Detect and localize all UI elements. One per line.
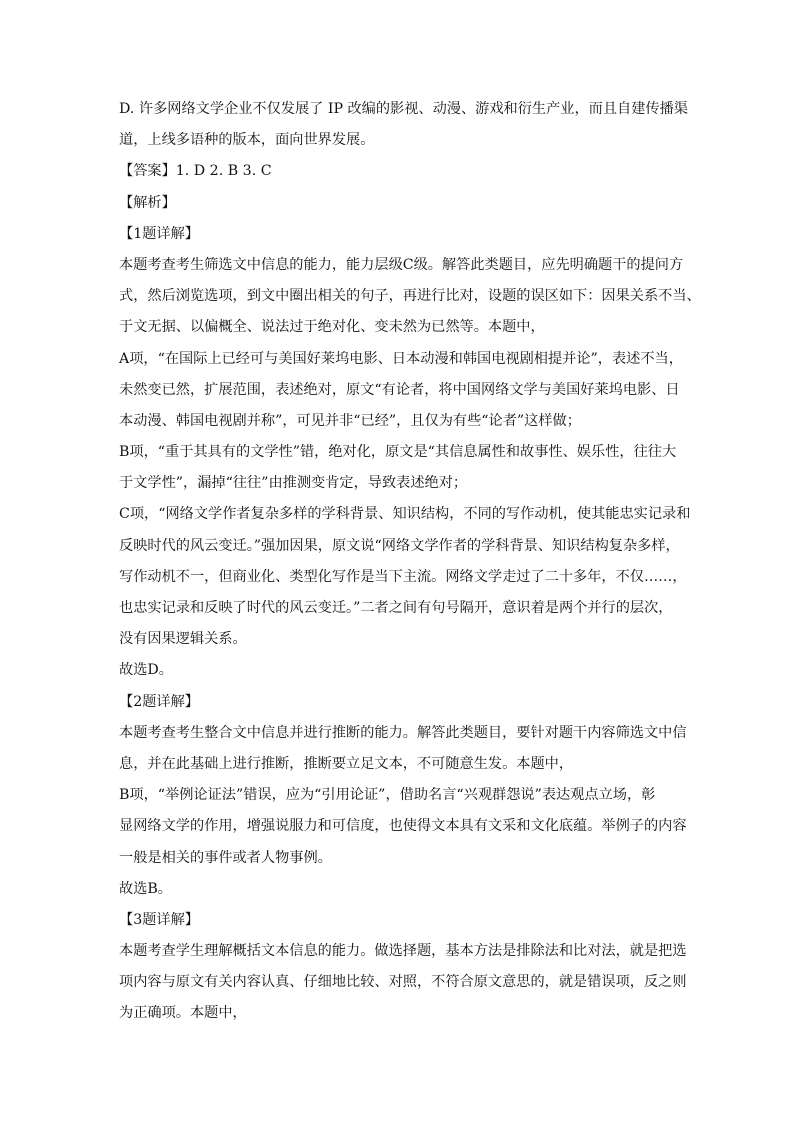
q1-option-b-line: 于文学性”，漏掉“往往”由推测变肯定，导致表述绝对；	[119, 475, 468, 492]
q1-heading: 【1题详解】	[119, 225, 199, 242]
q2-paragraph-line: 本题考查考生整合文中信息并进行推断的能力。解答此类题目，要针对题干内容筛选文中信	[119, 724, 687, 741]
q1-option-a-line: A项，“在国际上已经可与美国好莱坞电影、日本动漫和韩国电视剧相提并论”，表述不当，	[119, 350, 683, 367]
q2-option-b-line: 显网络文学的作用，增强说服力和可信度，也使得文本具有文采和文化底蕴。举例子的内容	[119, 818, 687, 835]
q3-paragraph-line: 项内容与原文有关内容认真、仔细地比较、对照，不符合原文意思的，就是错误项，反之则	[119, 974, 687, 991]
q1-conclusion: 故选D。	[119, 662, 173, 679]
q1-paragraph-line: 于文无据、以偏概全、说法过于绝对化、变未然为已然等。本题中，	[119, 319, 545, 336]
answer-line: 【答案】1. D 2. B 3. C	[119, 163, 272, 180]
document-page	[119, 94, 701, 1030]
q1-option-c-line: C项，“网络文学作者复杂多样的学科背景、知识结构，不同的写作动机，使其能忠实记录和	[119, 506, 691, 523]
q2-paragraph-line: 息，并在此基础上进行推断，推断要立足文本，不可随意生发。本题中，	[119, 755, 574, 772]
option-d-line-2: 道，上线多语种的版本，面向世界发展。	[119, 132, 375, 149]
q1-option-a-line: 本动漫、韩国电视剧并称”，可见并非“已经”，且仅为有些“论者”这样做；	[119, 412, 581, 429]
q2-heading: 【2题详解】	[119, 693, 199, 710]
q1-paragraph-line: 本题考查考生筛选文中信息的能力，能力层级C级。解答此类题目，应先明确题干的提问方	[119, 256, 684, 273]
q3-paragraph-line: 为正确项。本题中，	[119, 1005, 247, 1022]
q2-option-b-line: B项，“举例论证法”错误，应为“引用论证”，借助名言“兴观群怨说”表达观点立场，彰	[119, 787, 656, 804]
q3-heading: 【3题详解】	[119, 911, 199, 928]
q2-option-b-line: 一般是相关的事件或者人物事例。	[119, 849, 332, 866]
q3-paragraph-line: 本题考查学生理解概括文本信息的能力。做选择题，基本方法是排除法和比对法，就是把选	[119, 943, 687, 960]
q1-paragraph-line: 式，然后浏览选项，到文中圈出相关的句子，再进行比对，设题的误区如下：因果关系不当、	[119, 288, 701, 305]
option-d-line-1: D. 许多网络文学企业不仅发展了 IP 改编的影视、动漫、游戏和衍生产业，而且自建传播渠	[119, 101, 688, 117]
q1-option-c-line: 反映时代的风云变迁。”强加因果，原文说“网络文学作者的学科背景、知识结构复杂多样，	[119, 537, 680, 554]
q2-conclusion: 故选B。	[119, 880, 172, 897]
analysis-heading: 【解析】	[119, 194, 176, 211]
q1-option-c-line: 也忠实记录和反映了时代的风云变迁。”二者之间有句号隔开，意识着是两个并行的层次，	[119, 600, 673, 616]
q1-option-c-line: 写作动机不一，但商业化、类型化写作是当下主流。网络文学走过了二十多年，不仅……，	[119, 568, 687, 585]
q1-option-a-line: 未然变已然，扩展范围，表述绝对，原文“有论者，将中国网络文学与美国好莱坞电影、日	[119, 381, 680, 398]
q1-option-c-line: 没有因果逻辑关系。	[119, 631, 247, 648]
q1-option-b-line: B项，“重于其具有的文学性”错，绝对化，原文是“其信息属性和故事性、娱乐性，往往大	[119, 444, 677, 461]
